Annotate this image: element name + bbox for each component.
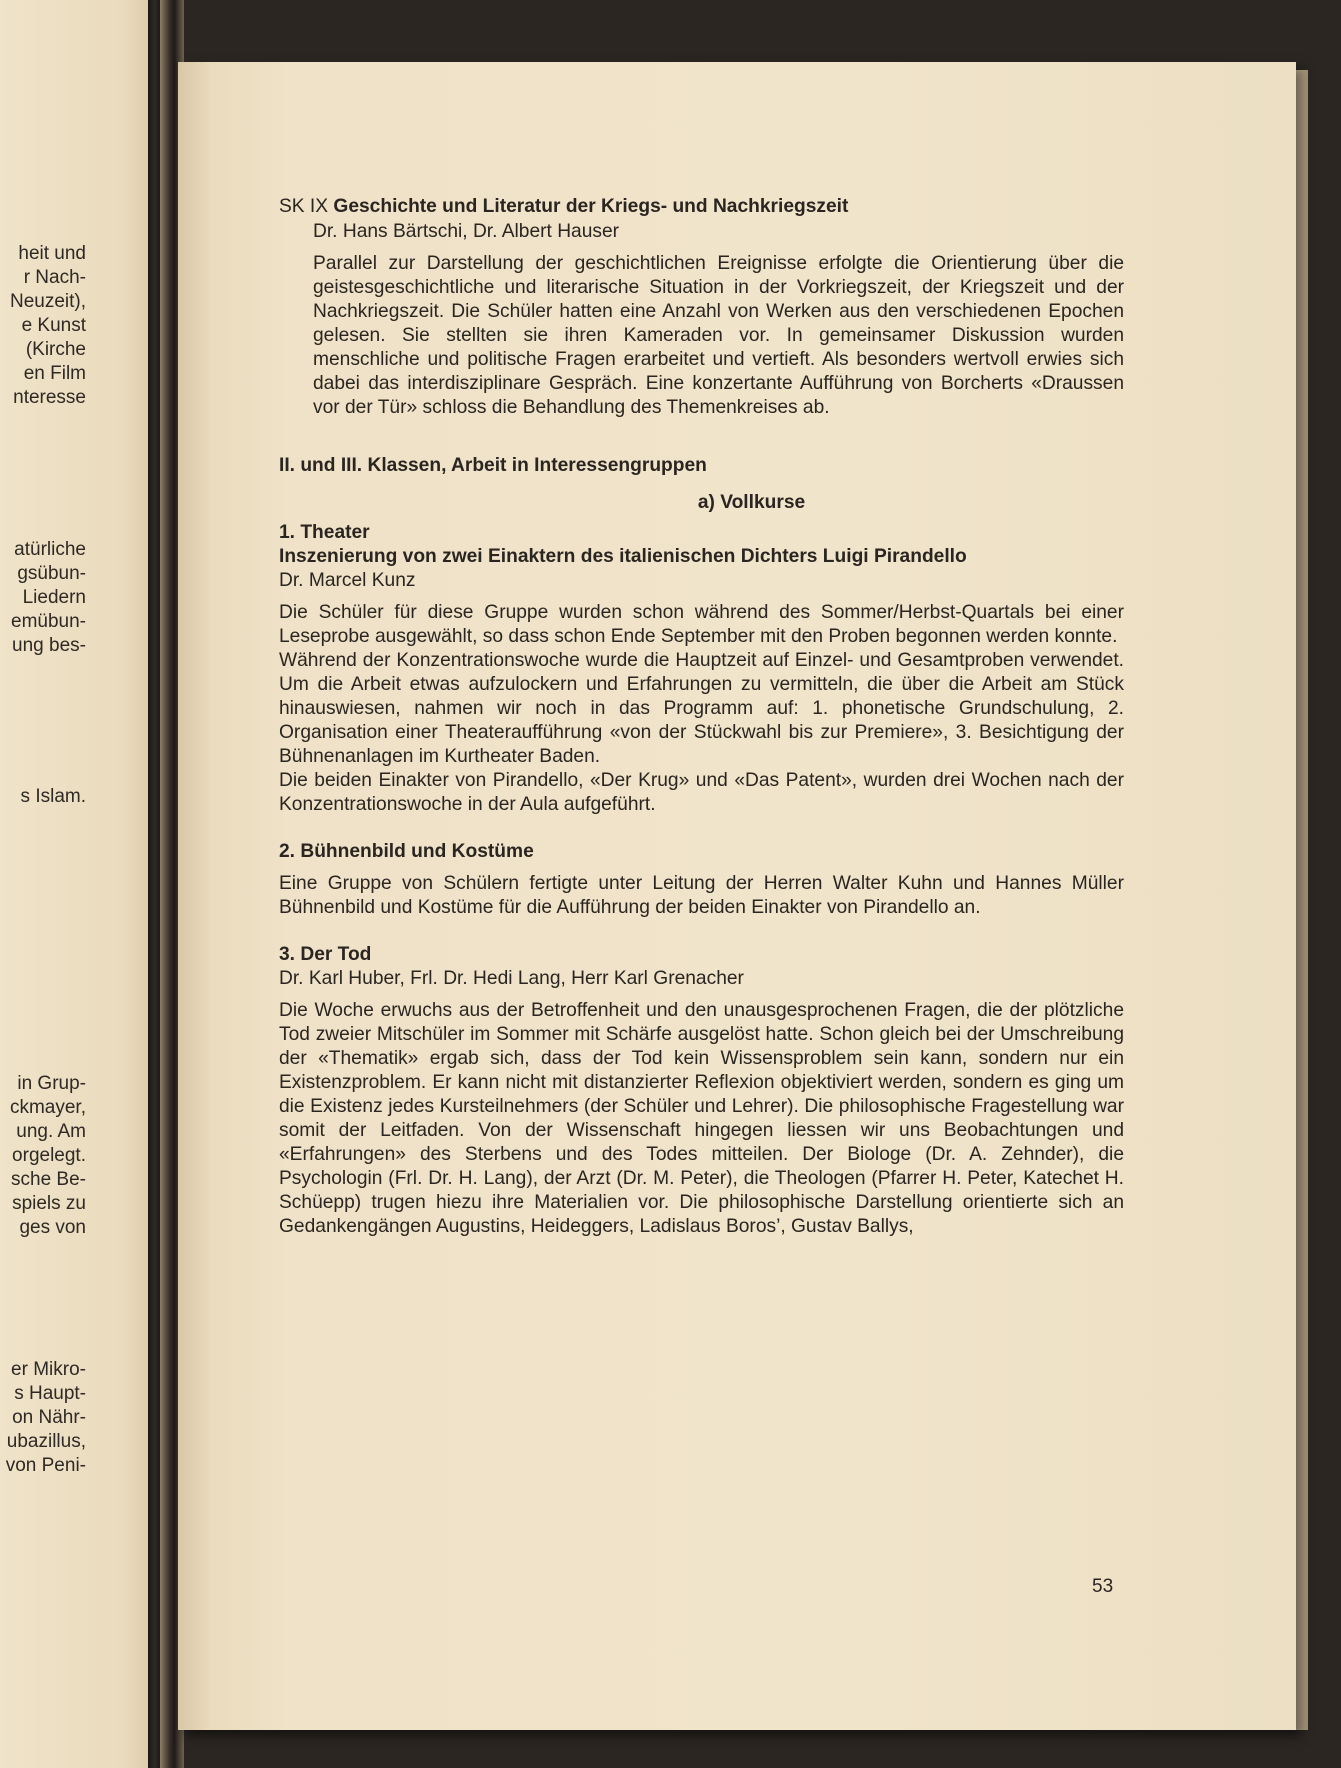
left-page-line: sche Be- <box>11 1169 86 1190</box>
left-page-line: emübun- <box>11 611 86 632</box>
tod-authors: Dr. Karl Huber, Frl. Dr. Hedi Lang, Herr Karl Grenacher <box>279 968 744 989</box>
theater-author: Dr. Marcel Kunz <box>279 570 416 591</box>
theater-paragraph-2: Während der Konzentrationswoche wurde die Hauptzeit auf Einzel- und Gesamtproben verwendet. Um die Arbeit etwas aufzulockern und Erfahrungen zu vermitteln, die über die Arbeit am Stück hinauswiesen, nahmen wir noch in das Programm auf: 1. phonetische Grundschulung, 2. Organisation einer Theateraufführung «von der Stückwahl bis zur Premiere», 3. Besichtigung der Bühnenanlagen im Kurtheater Baden. <box>279 650 1124 767</box>
left-page-line: ung. Am <box>16 1121 86 1142</box>
left-page-line: on Nähr- <box>12 1407 86 1428</box>
tod-heading: 3. Der Tod <box>279 944 372 965</box>
right-page-content <box>279 195 1124 1239</box>
left-page-line: s Haupt- <box>14 1383 86 1404</box>
left-page-line: ubazillus, <box>6 1431 86 1452</box>
sk9-title: Geschichte und Literatur der Kriegs- und Nachkriegszeit <box>333 196 849 217</box>
theater-subtitle: Inszenierung von zwei Einaktern des italienischen Dichters Luigi Pirandello <box>279 546 967 567</box>
left-page-line: ges von <box>19 1217 86 1238</box>
sk9-code: SK IX <box>279 196 329 217</box>
page-edge-shadow <box>1296 70 1308 1730</box>
left-page-line: nteresse <box>13 387 86 408</box>
left-page-line: orgelegt. <box>12 1145 86 1166</box>
theater-paragraph-3: Die beiden Einakter von Pirandello, «Der Krug» und «Das Patent», wurden drei Wochen nach der Konzentrationswoche in der Aula aufgeführt. <box>279 770 1124 815</box>
left-page-line: ckmayer, <box>9 1097 86 1118</box>
sk9-body: Parallel zur Darstellung der geschichtlichen Ereignisse erfolgte die Orientierung über die geistesgeschichtliche und literarische Situation in der Vorkriegszeit, der Kriegszeit und der Nachkriegszeit. Die Schüler hatten eine Anzahl von Werken aus den verschiedenen Epochen gelesen. Sie stellten sie ihren Kameraden vor. In gemeinsamer Diskussion wurden menschliche und politische Fragen erarbeitet und vertieft. Als besonders wertvoll erwies sich dabei das interdisziplinare Gespräch. Eine konzertante Aufführung von Borcherts «Draussen vor der Tür» schloss die Behandlung des Themenkreises ab. <box>313 253 1124 418</box>
left-page-line: ung bes- <box>12 635 86 656</box>
left-page-line: er Mikro- <box>11 1359 86 1380</box>
left-page-line: in Grup- <box>17 1073 86 1094</box>
sk9-heading <box>279 195 1124 219</box>
left-page-line: (Kirche <box>25 339 86 360</box>
left-page-line: spiels zu <box>12 1193 86 1214</box>
left-page-line: gsübun- <box>17 563 86 584</box>
sk9-authors: Dr. Hans Bärtschi, Dr. Albert Hauser <box>313 221 620 242</box>
left-page-line: Neuzeit), <box>9 291 86 312</box>
left-page-line: s Islam. <box>20 786 86 807</box>
theater-paragraph-1: Die Schüler für diese Gruppe wurden schon während des Sommer/Herbst-Quartals bei einer Leseprobe ausgewählt, so dass schon Ende September mit den Proben begonnen werden konnte. <box>279 602 1124 647</box>
left-page-line: r Nach- <box>23 267 86 288</box>
left-page-line: von Peni- <box>5 1455 86 1476</box>
left-page-line: en Film <box>23 363 86 384</box>
buehnenbild-body: Eine Gruppe von Schülern fertigte unter Leitung der Herren Walter Kuhn und Hannes Müller Bühnenbild und Kostüme für die Aufführung der beiden Einakter von Pirandello an. <box>279 873 1124 918</box>
left-page-line: e Kunst <box>21 315 86 336</box>
subsection-heading: a) Vollkurse <box>697 492 806 513</box>
page-number: 53 <box>1092 1576 1114 1597</box>
tod-body: Die Woche erwuchs aus der Betroffenheit und den unausgesprochenen Fragen, die der plötzliche Tod zweier Mitschüler im Sommer mit Schärfe ausgelöst hatte. Schon gleich bei der Umschreibung der «Thematik» ergab sich, dass der Tod kein Wissensproblem sein kann, sondern nur ein Existenzproblem. Er kann nicht mit distanzierter Reflexion objektiviert werden, sondern es ging um die Existenz jedes Kursteilnehmers (der Schüler und Lehrer). Die philosophische Fragestellung war somit der Leitfaden. Von der Wissenschaft hingegen liessen wir uns Beobachtungen und «Erfahrungen» des Sterbens und des Todes mitteilen. Der Biologe (Dr. A. Zehnder), die Psychologin (Frl. Dr. H. Lang), der Arzt (Dr. M. Peter), die Theologen (Pfarrer H. Peter, Katechet H. Schüepp) trugen hiezu ihre Materialien vor. Die philosophische Darstellung orientierte sich an Gedankengängen Augustins, Heideggers, Ladislaus Boros’, Gustav Ballys, <box>279 1000 1124 1237</box>
buehnenbild-heading: 2. Bühnenbild und Kostüme <box>279 841 534 862</box>
left-page-line: heit und <box>18 243 86 264</box>
theater-heading: 1. Theater <box>279 522 370 543</box>
section-heading: II. und III. Klassen, Arbeit in Interessengruppen <box>279 455 707 476</box>
left-page-line: atürliche <box>14 539 86 560</box>
left-page-line: Liedern <box>22 587 86 608</box>
